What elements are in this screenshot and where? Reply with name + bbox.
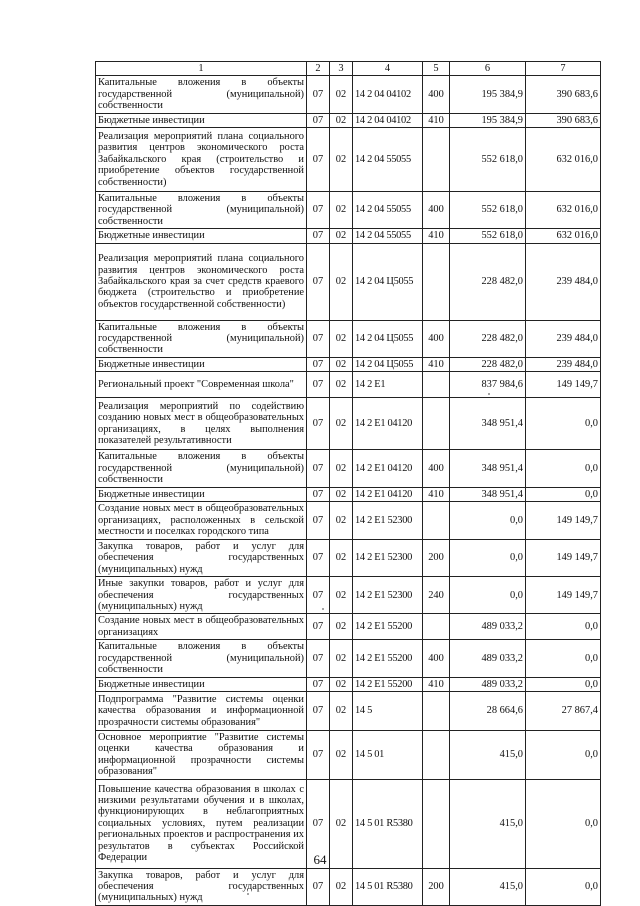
- subsection-code-cell: 02: [330, 357, 353, 371]
- table-row: [96, 76, 601, 113]
- value-year2-cell: 149 149,7: [526, 577, 601, 614]
- target-article-cell: 14 2 E1 52300: [353, 577, 423, 614]
- column-header: 1: [96, 62, 307, 76]
- value-year1-cell: 552 618,0: [450, 229, 526, 243]
- value-year1-cell: 415,0: [450, 779, 526, 868]
- row-name-cell: Региональный проект "Современная школа": [96, 372, 307, 398]
- value-year1-cell: 415,0: [450, 730, 526, 779]
- row-name-cell: Капитальные вложения в объекты государственной (муниципальной) собственности: [96, 192, 307, 229]
- value-year1-cell: 195 384,9: [450, 113, 526, 127]
- value-year2-cell: 0,0: [526, 640, 601, 677]
- section-code-cell: 07: [307, 487, 330, 501]
- row-name-cell: Реализация мероприятий плана социального развития центров экономического роста Забайкальского края за счет средств краевого бюджета (строительство и приобретение объектов государственной собственности): [96, 243, 307, 320]
- value-year2-cell: 390 683,6: [526, 113, 601, 127]
- column-header: 5: [423, 62, 450, 76]
- subsection-code-cell: 02: [330, 450, 353, 487]
- target-article-cell: 14 2 E1 04120: [353, 398, 423, 450]
- section-code-cell: 07: [307, 113, 330, 127]
- value-year1-cell: 228 482,0: [450, 320, 526, 357]
- expense-type-cell: 410: [423, 229, 450, 243]
- expense-type-cell: 240: [423, 577, 450, 614]
- table-row: [96, 640, 601, 677]
- row-name-cell: Иные закупки товаров, работ и услуг для обеспечения государственных (муниципальных) нужд: [96, 577, 307, 614]
- budget-table: [95, 61, 601, 906]
- row-name-cell: Реализация мероприятий плана социального развития центров экономического роста Забайкальского края (строительство и приобретение объектов государственной собственности): [96, 128, 307, 192]
- value-year2-cell: 0,0: [526, 614, 601, 640]
- value-year2-cell: 0,0: [526, 779, 601, 868]
- expense-type-cell: 200: [423, 868, 450, 905]
- table-row: [96, 730, 601, 779]
- table-row: [96, 243, 601, 320]
- row-name-cell: Бюджетные инвестиции: [96, 677, 307, 691]
- table-row: [96, 229, 601, 243]
- target-article-cell: 14 2 04 Ц5055: [353, 320, 423, 357]
- subsection-code-cell: 02: [330, 128, 353, 192]
- section-code-cell: 07: [307, 779, 330, 868]
- value-year1-cell: 348 951,4: [450, 487, 526, 501]
- value-year1-cell: 552 618,0: [450, 192, 526, 229]
- target-article-cell: 14 2 04 04102: [353, 113, 423, 127]
- target-article-cell: 14 2 E1 04120: [353, 487, 423, 501]
- column-header: 2: [307, 62, 330, 76]
- table-row: [96, 501, 601, 539]
- value-year2-cell: 27 867,4: [526, 691, 601, 730]
- expense-type-cell: [423, 614, 450, 640]
- target-article-cell: 14 2 04 04102: [353, 76, 423, 113]
- expense-type-cell: [423, 730, 450, 779]
- column-header: 3: [330, 62, 353, 76]
- value-year2-cell: 149 149,7: [526, 372, 601, 398]
- subsection-code-cell: 02: [330, 614, 353, 640]
- value-year1-cell: 348 951,4: [450, 450, 526, 487]
- expense-type-cell: [423, 398, 450, 450]
- value-year1-cell: 489 033,2: [450, 640, 526, 677]
- target-article-cell: 14 2 E1 55200: [353, 614, 423, 640]
- row-name-cell: Бюджетные инвестиции: [96, 113, 307, 127]
- section-code-cell: 07: [307, 577, 330, 614]
- value-year2-cell: 0,0: [526, 730, 601, 779]
- target-article-cell: 14 2 E1 04120: [353, 450, 423, 487]
- value-year2-cell: 239 484,0: [526, 243, 601, 320]
- row-name-cell: Создание новых мест в общеобразовательных организациях, расположенных в сельской местности и поселках городского типа: [96, 501, 307, 539]
- section-code-cell: 07: [307, 640, 330, 677]
- value-year2-cell: 632 016,0: [526, 192, 601, 229]
- section-code-cell: 07: [307, 192, 330, 229]
- subsection-code-cell: 02: [330, 113, 353, 127]
- section-code-cell: 07: [307, 372, 330, 398]
- row-name-cell: Капитальные вложения в объекты государственной (муниципальной) собственности: [96, 320, 307, 357]
- value-year2-cell: 239 484,0: [526, 357, 601, 371]
- section-code-cell: 07: [307, 868, 330, 905]
- target-article-cell: 14 2 04 Ц5055: [353, 357, 423, 371]
- value-year1-cell: 228 482,0: [450, 357, 526, 371]
- section-code-cell: 07: [307, 450, 330, 487]
- value-year2-cell: 0,0: [526, 450, 601, 487]
- value-year1-cell: 228 482,0: [450, 243, 526, 320]
- subsection-code-cell: 02: [330, 501, 353, 539]
- table-row: [96, 372, 601, 398]
- row-name-cell: Бюджетные инвестиции: [96, 229, 307, 243]
- target-article-cell: 14 2 04 55055: [353, 229, 423, 243]
- expense-type-cell: 200: [423, 539, 450, 576]
- section-code-cell: 07: [307, 614, 330, 640]
- page-number: 64: [313, 852, 327, 867]
- expense-type-cell: 410: [423, 357, 450, 371]
- expense-type-cell: 400: [423, 450, 450, 487]
- value-year1-cell: 415,0: [450, 868, 526, 905]
- value-year1-cell: 195 384,9: [450, 76, 526, 113]
- row-name-cell: Капитальные вложения в объекты государственной (муниципальной) собственности: [96, 450, 307, 487]
- subsection-code-cell: 02: [330, 192, 353, 229]
- target-article-cell: 14 2 E1 55200: [353, 640, 423, 677]
- section-code-cell: 07: [307, 229, 330, 243]
- value-year1-cell: 348 951,4: [450, 398, 526, 450]
- column-header: 7: [526, 62, 601, 76]
- expense-type-cell: 410: [423, 113, 450, 127]
- scan-speck: [488, 393, 490, 395]
- table-row: [96, 320, 601, 357]
- target-article-cell: 14 2 E1 55200: [353, 677, 423, 691]
- subsection-code-cell: 02: [330, 730, 353, 779]
- subsection-code-cell: 02: [330, 229, 353, 243]
- table-row: [96, 398, 601, 450]
- target-article-cell: 14 5 01 R5380: [353, 779, 423, 868]
- section-code-cell: 07: [307, 398, 330, 450]
- table-row: [96, 677, 601, 691]
- table-row: [96, 539, 601, 576]
- row-name-cell: Основное мероприятие "Развитие системы оценки качества образования и информационной прозрачности системы образования": [96, 730, 307, 779]
- section-code-cell: 07: [307, 357, 330, 371]
- subsection-code-cell: 02: [330, 398, 353, 450]
- subsection-code-cell: 02: [330, 487, 353, 501]
- expense-type-cell: 400: [423, 76, 450, 113]
- subsection-code-cell: 02: [330, 577, 353, 614]
- section-code-cell: 07: [307, 539, 330, 576]
- row-name-cell: Закупка товаров, работ и услуг для обеспечения государственных (муниципальных) нужд: [96, 868, 307, 905]
- table-row: [96, 868, 601, 905]
- value-year2-cell: 149 149,7: [526, 501, 601, 539]
- expense-type-cell: 400: [423, 192, 450, 229]
- section-code-cell: 07: [307, 691, 330, 730]
- row-name-cell: Закупка товаров, работ и услуг для обеспечения государственных (муниципальных) нужд: [96, 539, 307, 576]
- target-article-cell: 14 2 E1 52300: [353, 501, 423, 539]
- expense-type-cell: [423, 691, 450, 730]
- table-row: [96, 113, 601, 127]
- subsection-code-cell: 02: [330, 691, 353, 730]
- subsection-code-cell: 02: [330, 243, 353, 320]
- subsection-code-cell: 02: [330, 539, 353, 576]
- target-article-cell: 14 2 E1 52300: [353, 539, 423, 576]
- value-year2-cell: 149 149,7: [526, 539, 601, 576]
- table-row: [96, 192, 601, 229]
- value-year1-cell: 489 033,2: [450, 677, 526, 691]
- row-name-cell: Бюджетные инвестиции: [96, 357, 307, 371]
- section-code-cell: 07: [307, 76, 330, 113]
- value-year1-cell: 0,0: [450, 539, 526, 576]
- row-name-cell: Подпрограмма "Развитие системы оценки качества образования и информационной прозрачности системы образования": [96, 691, 307, 730]
- value-year1-cell: 837 984,6: [450, 372, 526, 398]
- expense-type-cell: 410: [423, 487, 450, 501]
- expense-type-cell: [423, 501, 450, 539]
- expense-type-cell: [423, 128, 450, 192]
- value-year2-cell: 632 016,0: [526, 229, 601, 243]
- section-code-cell: 07: [307, 677, 330, 691]
- value-year2-cell: 239 484,0: [526, 320, 601, 357]
- header-row: [96, 62, 601, 76]
- value-year1-cell: 0,0: [450, 501, 526, 539]
- table-row: [96, 487, 601, 501]
- subsection-code-cell: 02: [330, 320, 353, 357]
- table-row: [96, 577, 601, 614]
- table-row: [96, 450, 601, 487]
- target-article-cell: 14 5: [353, 691, 423, 730]
- value-year1-cell: 552 618,0: [450, 128, 526, 192]
- table-body: [96, 76, 601, 905]
- section-code-cell: 07: [307, 501, 330, 539]
- value-year2-cell: 390 683,6: [526, 76, 601, 113]
- section-code-cell: 07: [307, 243, 330, 320]
- subsection-code-cell: 02: [330, 372, 353, 398]
- subsection-code-cell: 02: [330, 868, 353, 905]
- subsection-code-cell: 02: [330, 76, 353, 113]
- target-article-cell: 14 2 E1: [353, 372, 423, 398]
- section-code-cell: 07: [307, 730, 330, 779]
- row-name-cell: Капитальные вложения в объекты государственной (муниципальной) собственности: [96, 640, 307, 677]
- value-year2-cell: 0,0: [526, 868, 601, 905]
- row-name-cell: Капитальные вложения в объекты государственной (муниципальной) собственности: [96, 76, 307, 113]
- subsection-code-cell: 02: [330, 640, 353, 677]
- row-name-cell: Создание новых мест в общеобразовательных организациях: [96, 614, 307, 640]
- target-article-cell: 14 2 04 Ц5055: [353, 243, 423, 320]
- target-article-cell: 14 5 01: [353, 730, 423, 779]
- expense-type-cell: 400: [423, 640, 450, 677]
- target-article-cell: 14 2 04 55055: [353, 128, 423, 192]
- value-year1-cell: 489 033,2: [450, 614, 526, 640]
- value-year2-cell: 0,0: [526, 677, 601, 691]
- table-row: [96, 128, 601, 192]
- column-header: 4: [353, 62, 423, 76]
- expense-type-cell: [423, 372, 450, 398]
- scan-speck: [322, 608, 324, 610]
- subsection-code-cell: 02: [330, 779, 353, 868]
- expense-type-cell: 400: [423, 320, 450, 357]
- value-year1-cell: 0,0: [450, 577, 526, 614]
- value-year2-cell: 0,0: [526, 487, 601, 501]
- row-name-cell: Повышение качества образования в школах с низкими результатами обучения и в школах, функционирующих в неблагоприятных социальных условиях, путем реализации региональных проектов и распространения их результатов в субъектах Российской Федерации: [96, 779, 307, 868]
- section-code-cell: 07: [307, 128, 330, 192]
- expense-type-cell: [423, 243, 450, 320]
- table-row: [96, 357, 601, 371]
- row-name-cell: Реализация мероприятий по содействию созданию новых мест в общеобразовательных организациях, в целях выполнения показателей результативности: [96, 398, 307, 450]
- column-header: 6: [450, 62, 526, 76]
- target-article-cell: 14 2 04 55055: [353, 192, 423, 229]
- expense-type-cell: 410: [423, 677, 450, 691]
- row-name-cell: Бюджетные инвестиции: [96, 487, 307, 501]
- value-year1-cell: 28 664,6: [450, 691, 526, 730]
- table-row: [96, 614, 601, 640]
- value-year2-cell: 632 016,0: [526, 128, 601, 192]
- target-article-cell: 14 5 01 R5380: [353, 868, 423, 905]
- subsection-code-cell: 02: [330, 677, 353, 691]
- table-row: [96, 691, 601, 730]
- value-year2-cell: 0,0: [526, 398, 601, 450]
- scan-speck: [247, 893, 249, 895]
- section-code-cell: 07: [307, 320, 330, 357]
